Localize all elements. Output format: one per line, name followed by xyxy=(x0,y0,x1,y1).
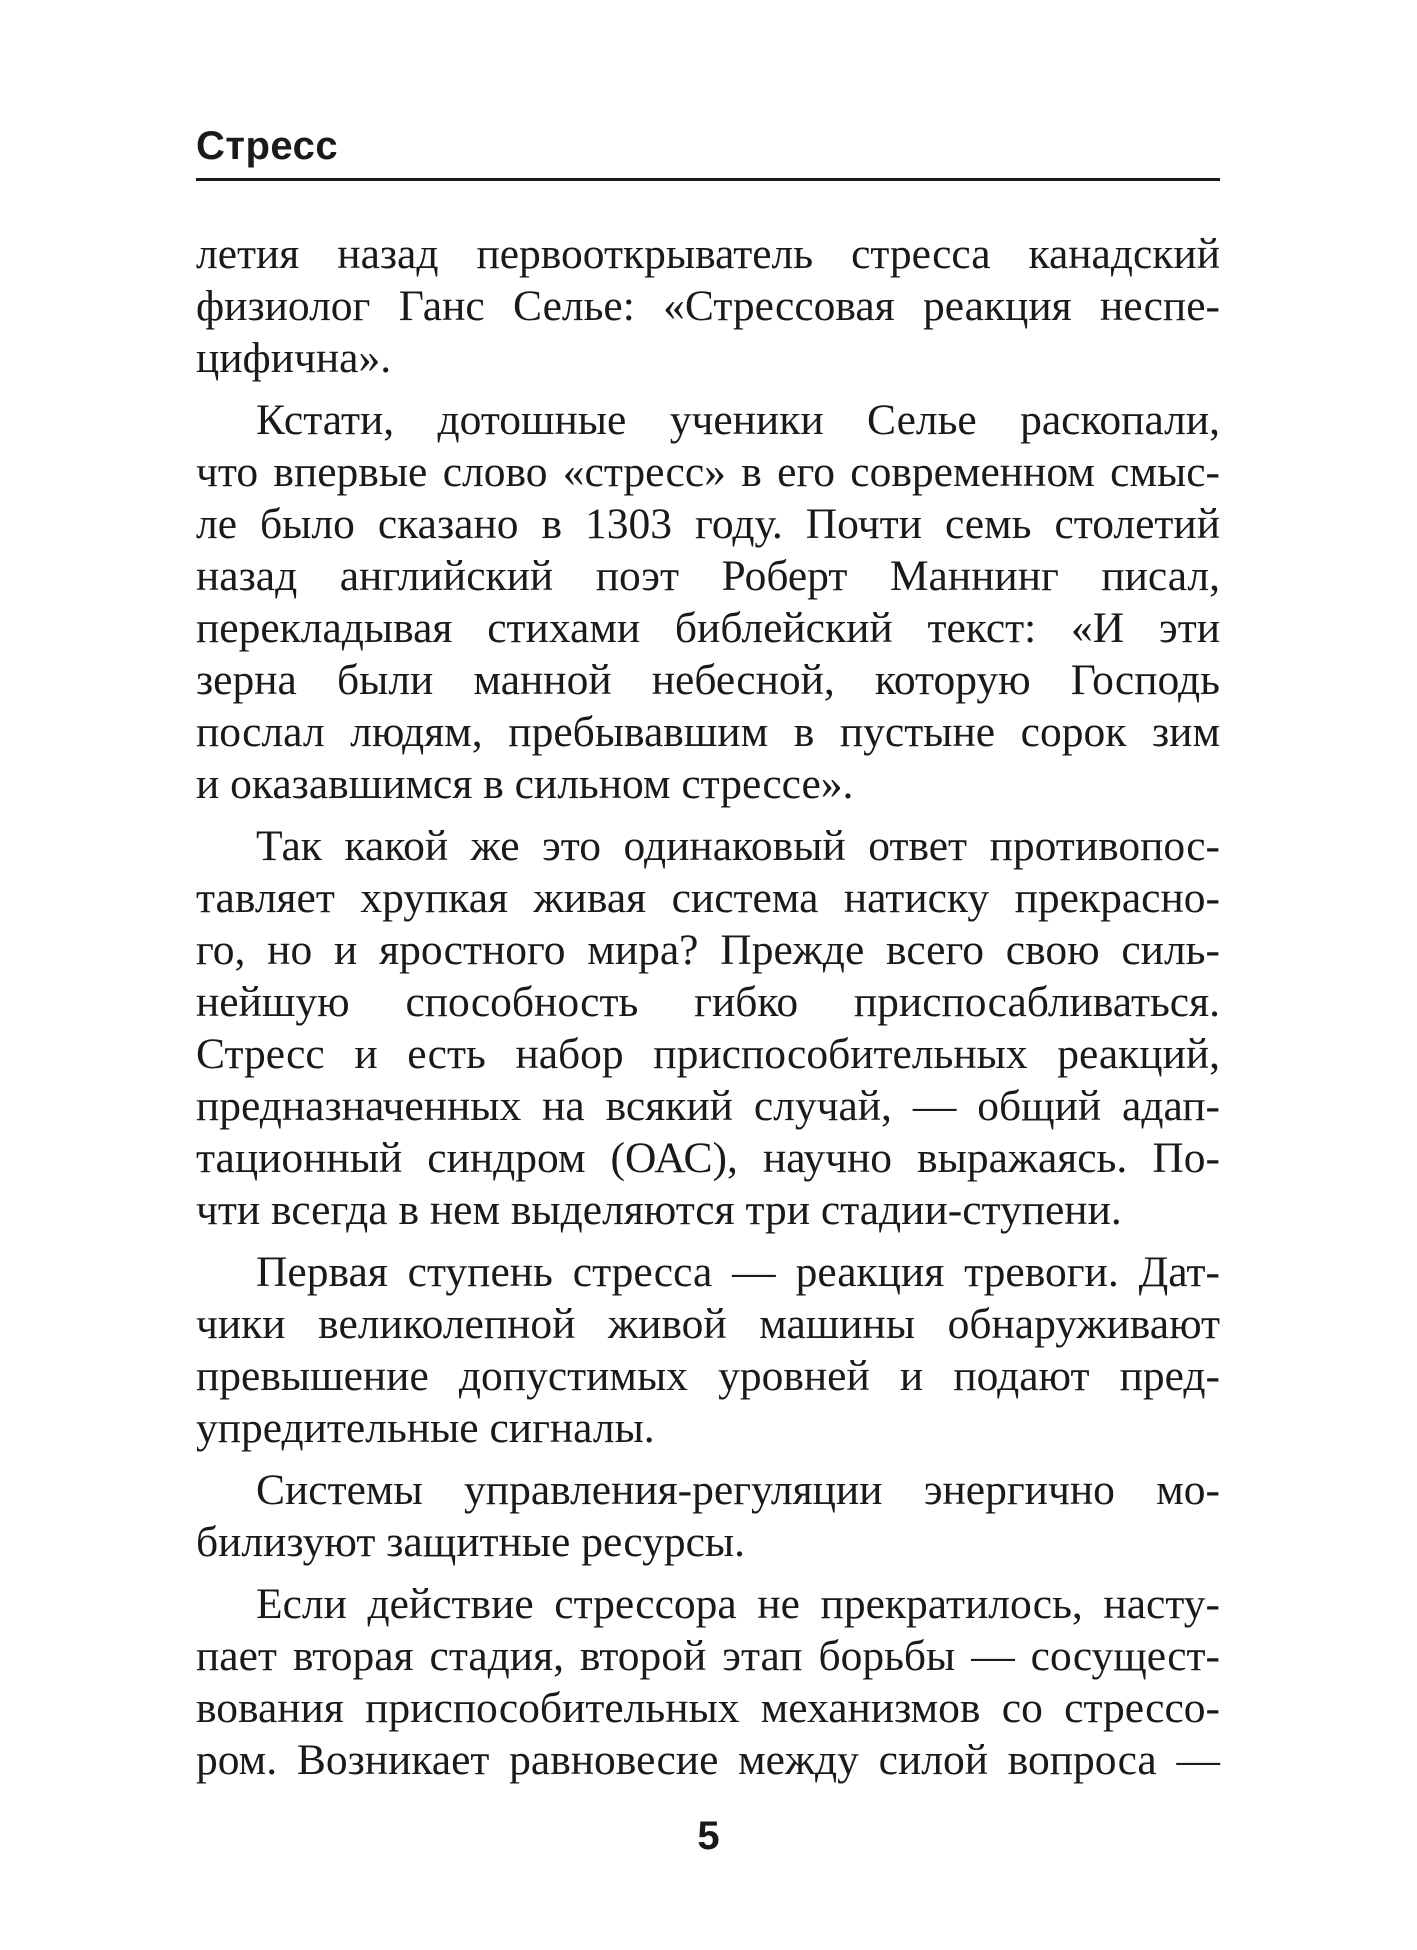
paragraph-6 xyxy=(196,1578,1220,1786)
paragraph-2 xyxy=(196,394,1220,810)
paragraph-5 xyxy=(196,1464,1220,1568)
page-number: 5 xyxy=(697,1814,720,1858)
text-line: нейшую способность гибко приспосабливаться. xyxy=(196,978,1220,1026)
text-line: Первая ступень стресса — реакция тревоги. Дат- xyxy=(256,1248,1220,1296)
text-line: Системы управления-регуляции энергично мо- xyxy=(256,1466,1220,1514)
text-line: физиолог Ганс Селье: «Стрессовая реакция неспе- xyxy=(196,282,1220,330)
text-line: назад английский поэт Роберт Маннинг писал, xyxy=(196,552,1220,600)
text-line: ром. Возникает равновесие между силой вопроса — xyxy=(196,1736,1220,1784)
text-line: цифична». xyxy=(196,334,392,382)
text-line: ле было сказано в 1303 году. Почти семь столетий xyxy=(196,500,1220,548)
body-text xyxy=(196,228,1220,1796)
text-line: предназначенных на всякий случай, — общий адап- xyxy=(196,1082,1220,1130)
text-line: вования приспособительных механизмов со стрессо- xyxy=(196,1684,1220,1732)
header-rule xyxy=(196,178,1220,181)
running-head: Стресс xyxy=(196,124,339,168)
paragraph-4 xyxy=(196,1246,1220,1454)
text-line: Так какой же это одинаковый ответ противопос- xyxy=(256,822,1220,870)
text-line: чти всегда в нем выделяются три стадии-ступени. xyxy=(196,1186,1122,1234)
text-line: чики великолепной живой машины обнаруживают xyxy=(196,1300,1220,1348)
text-line: тавляет хрупкая живая система натиску прекрасно- xyxy=(196,874,1220,922)
paragraph-3 xyxy=(196,820,1220,1236)
paragraph-1 xyxy=(196,228,1220,384)
text-line: пает вторая стадия, второй этап борьбы — сосущест- xyxy=(196,1632,1220,1680)
text-line: тационный синдром (ОАС), научно выражаясь. По- xyxy=(196,1134,1220,1182)
text-line: перекладывая стихами библейский текст: «И эти xyxy=(196,604,1220,652)
text-line: летия назад первооткрыватель стресса канадский xyxy=(196,230,1220,278)
text-line: зерна были манной небесной, которую Господь xyxy=(196,656,1220,704)
text-line: превышение допустимых уровней и подают пред- xyxy=(196,1352,1220,1400)
text-line: Если действие стрессора не прекратилось, насту- xyxy=(256,1580,1220,1628)
text-line: послал людям, пребывавшим в пустыне сорок зим xyxy=(196,708,1220,756)
text-line: билизуют защитные ресурсы. xyxy=(196,1518,745,1566)
text-line: го, но и яростного мира? Прежде всего свою силь- xyxy=(196,926,1220,974)
text-line: упредительные сигналы. xyxy=(196,1404,655,1452)
text-line: что впервые слово «стресс» в его современном смыс- xyxy=(196,448,1220,496)
text-line: Кстати, дотошные ученики Селье раскопали, xyxy=(256,396,1220,444)
text-line: и оказавшимся в сильном стрессе». xyxy=(196,760,854,808)
text-line: Стресс и есть набор приспособительных реакций, xyxy=(196,1030,1220,1078)
